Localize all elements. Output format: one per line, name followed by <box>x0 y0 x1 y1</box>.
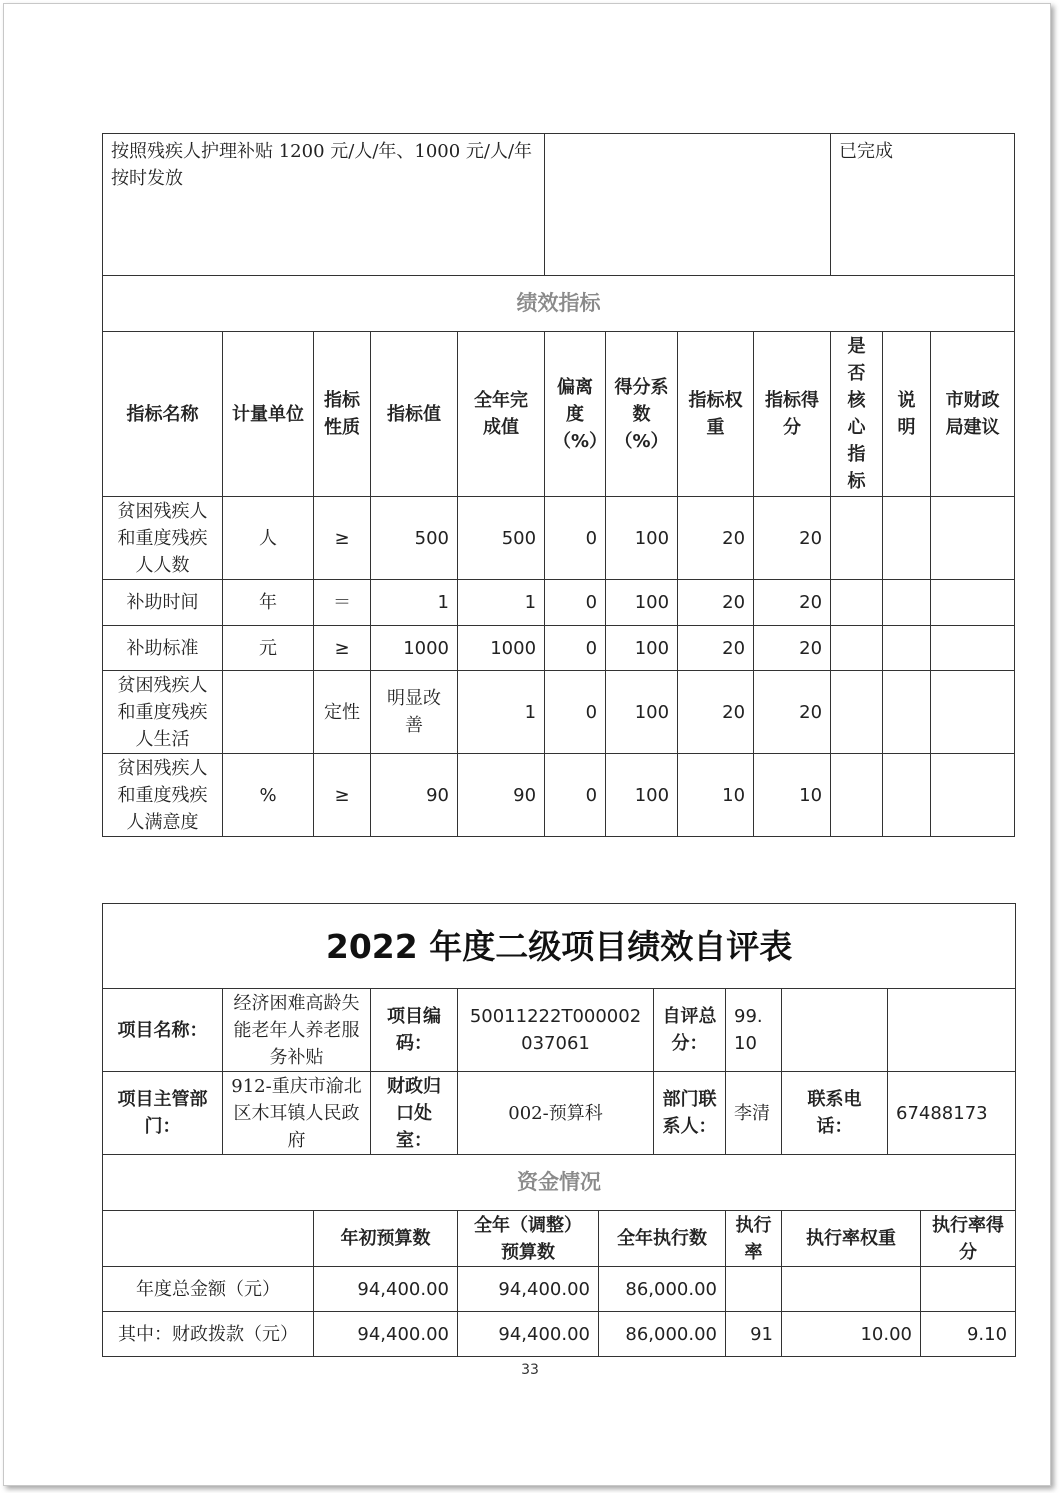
cell-advice <box>931 497 1015 580</box>
cell-nature: ≥ <box>314 626 371 671</box>
header-core: 是否核心指标 <box>831 332 883 497</box>
cell-coef: 100 <box>606 497 678 580</box>
funds-header-rate: 执行率 <box>726 1211 782 1267</box>
header-score: 指标得分 <box>754 332 831 497</box>
cell-coef: 100 <box>606 754 678 837</box>
cell-core <box>831 671 883 754</box>
cell-unit: % <box>223 754 314 837</box>
cell-actual: 1000 <box>458 626 545 671</box>
dept-label: 项目主管部门： <box>103 1072 223 1155</box>
funds-initial: 94,400.00 <box>314 1312 458 1357</box>
funds-executed: 86,000.00 <box>599 1312 726 1357</box>
header-unit: 计量单位 <box>223 332 314 497</box>
cell-core <box>831 754 883 837</box>
table-row <box>103 1312 1016 1357</box>
funds-header-executed: 全年执行数 <box>599 1211 726 1267</box>
form-title: 2022 年度二级项目绩效自评表 <box>103 904 1016 989</box>
cell-core <box>831 626 883 671</box>
cell-deviation: 0 <box>545 671 606 754</box>
cell-deviation: 0 <box>545 626 606 671</box>
header-value: 指标值 <box>371 332 458 497</box>
header-nature: 指标性质 <box>314 332 371 497</box>
project-code-label: 项目编码： <box>371 989 458 1072</box>
cell-note <box>883 626 931 671</box>
middle-cell <box>545 134 831 276</box>
cell-score: 20 <box>754 580 831 626</box>
cell-core <box>831 497 883 580</box>
cell-weight: 20 <box>678 626 754 671</box>
cell-score: 20 <box>754 626 831 671</box>
cell-actual: 500 <box>458 497 545 580</box>
cell-actual: 1 <box>458 671 545 754</box>
funds-adjusted: 94,400.00 <box>458 1267 599 1312</box>
cell-coef: 100 <box>606 580 678 626</box>
cell-nature: 定性 <box>314 671 371 754</box>
funds-row-label: 年度总金额（元） <box>103 1267 314 1312</box>
funds-header-weight: 执行率权重 <box>782 1211 921 1267</box>
cell-deviation: 0 <box>545 580 606 626</box>
funds-rate <box>726 1267 782 1312</box>
contact-value: 李清 <box>726 1072 782 1155</box>
funds-weight: 10.00 <box>782 1312 921 1357</box>
evaluation-form-table <box>102 903 1016 1357</box>
cell-unit <box>223 671 314 754</box>
header-note: 说明 <box>883 332 931 497</box>
office-value: 002-预算科 <box>458 1072 654 1155</box>
cell-score: 10 <box>754 754 831 837</box>
funds-weight <box>782 1267 921 1312</box>
status-cell: 已完成 <box>831 134 1015 276</box>
header-indicator-name: 指标名称 <box>103 332 223 497</box>
header-advice: 市财政局建议 <box>931 332 1015 497</box>
table-row <box>103 671 1015 754</box>
empty-cell <box>782 989 888 1072</box>
funds-header-initial: 年初预算数 <box>314 1211 458 1267</box>
funds-header-blank <box>103 1211 314 1267</box>
cell-score: 20 <box>754 671 831 754</box>
cell-unit: 人 <box>223 497 314 580</box>
score-label: 自评总分： <box>654 989 726 1072</box>
funds-row-label: 其中：财政拨款（元） <box>103 1312 314 1357</box>
cell-name: 补助时间 <box>103 580 223 626</box>
cell-deviation: 0 <box>545 754 606 837</box>
cell-unit: 年 <box>223 580 314 626</box>
funds-executed: 86,000.00 <box>599 1267 726 1312</box>
dept-value: 912-重庆市渝北区木耳镇人民政府 <box>223 1072 371 1155</box>
cell-coef: 100 <box>606 671 678 754</box>
project-name-value: 经济困难高龄失能老年人养老服务补贴 <box>223 989 371 1072</box>
cell-value: 1000 <box>371 626 458 671</box>
funds-rate: 91 <box>726 1312 782 1357</box>
page-number: 33 <box>521 1362 539 1378</box>
header-deviation: 偏离度（%） <box>545 332 606 497</box>
cell-name: 贫困残疾人和重度残疾人生活 <box>103 671 223 754</box>
cell-nature: ≥ <box>314 754 371 837</box>
project-code-value: 50011222T000002037061 <box>458 989 654 1072</box>
cell-advice <box>931 580 1015 626</box>
cell-note <box>883 497 931 580</box>
cell-value: 500 <box>371 497 458 580</box>
funds-score: 9.10 <box>921 1312 1016 1357</box>
cell-value: 90 <box>371 754 458 837</box>
office-label: 财政归口处室： <box>371 1072 458 1155</box>
cell-value: 明显改善 <box>371 671 458 754</box>
funds-initial: 94,400.00 <box>314 1267 458 1312</box>
cell-weight: 20 <box>678 580 754 626</box>
contact-label: 部门联系人： <box>654 1072 726 1155</box>
project-name-label: 项目名称： <box>103 989 223 1072</box>
section-title-funds: 资金情况 <box>103 1155 1016 1211</box>
cell-weight: 20 <box>678 671 754 754</box>
cell-note <box>883 671 931 754</box>
table-row <box>103 497 1015 580</box>
cell-unit: 元 <box>223 626 314 671</box>
cell-actual: 90 <box>458 754 545 837</box>
score-value: 99.10 <box>726 989 782 1072</box>
cell-name: 贫困残疾人和重度残疾人满意度 <box>103 754 223 837</box>
funds-score <box>921 1267 1016 1312</box>
cell-nature: ＝ <box>314 580 371 626</box>
header-weight: 指标权重 <box>678 332 754 497</box>
funds-adjusted: 94,400.00 <box>458 1312 599 1357</box>
table-row <box>103 754 1015 837</box>
cell-value: 1 <box>371 580 458 626</box>
cell-name: 补助标准 <box>103 626 223 671</box>
table-row <box>103 580 1015 626</box>
cell-actual: 1 <box>458 580 545 626</box>
section-title-performance: 绩效指标 <box>103 276 1015 332</box>
performance-table <box>102 133 1015 837</box>
phone-value: 67488173 <box>888 1072 1016 1155</box>
funds-header-adjusted: 全年（调整）预算数 <box>458 1211 599 1267</box>
cell-advice <box>931 671 1015 754</box>
phone-label: 联系电话： <box>782 1072 888 1155</box>
cell-deviation: 0 <box>545 497 606 580</box>
cell-score: 20 <box>754 497 831 580</box>
funds-header-score: 执行率得分 <box>921 1211 1016 1267</box>
cell-nature: ≥ <box>314 497 371 580</box>
empty-cell <box>888 989 1016 1072</box>
cell-name: 贫困残疾人和重度残疾人人数 <box>103 497 223 580</box>
header-coef: 得分系数（%） <box>606 332 678 497</box>
cell-note <box>883 754 931 837</box>
table-row <box>103 626 1015 671</box>
cell-core <box>831 580 883 626</box>
cell-weight: 10 <box>678 754 754 837</box>
cell-advice <box>931 626 1015 671</box>
cell-advice <box>931 754 1015 837</box>
content-cell: 按照残疾人护理补贴 1200 元/人/年、1000 元/人/年按时发放 <box>103 134 545 276</box>
header-actual: 全年完成值 <box>458 332 545 497</box>
cell-coef: 100 <box>606 626 678 671</box>
cell-weight: 20 <box>678 497 754 580</box>
cell-note <box>883 580 931 626</box>
table-row <box>103 1267 1016 1312</box>
